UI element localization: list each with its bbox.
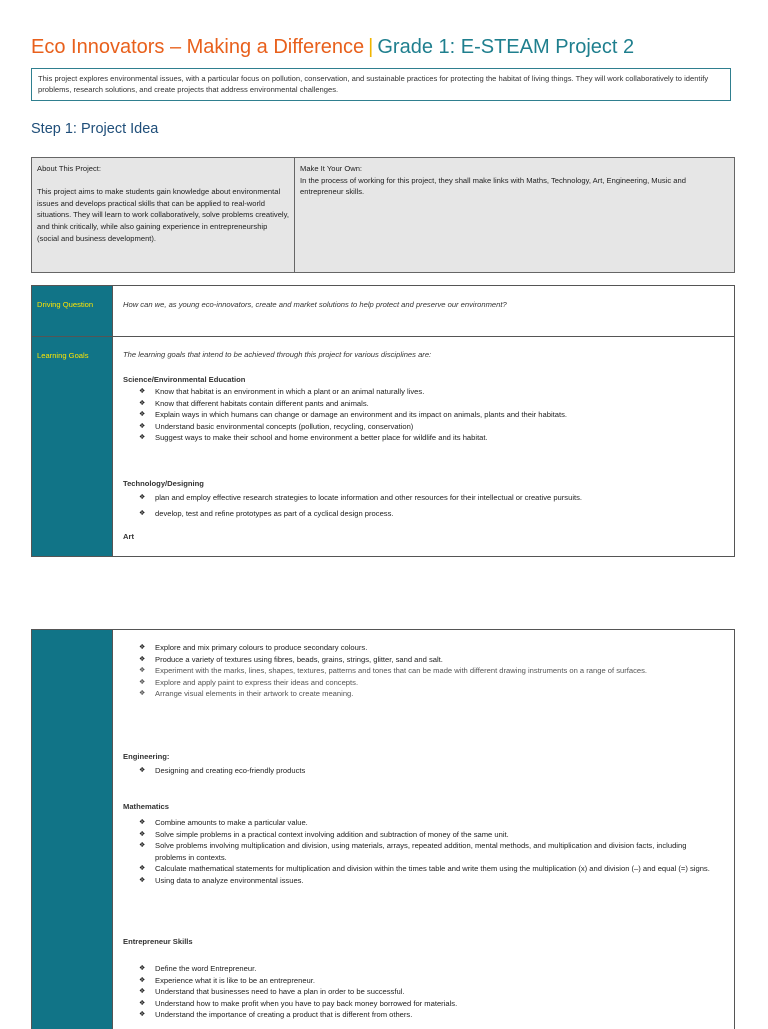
table-side-column — [32, 286, 112, 556]
entrepreneur-title: Entrepreneur Skills — [123, 937, 193, 946]
art-title: Art — [123, 532, 134, 541]
step-heading: Step 1: Project Idea — [31, 121, 159, 137]
list-item: ❖ Define the word Entrepreneur. — [139, 963, 726, 975]
learning-goals-label: Learning Goals — [37, 351, 89, 360]
title-separator: | — [368, 36, 374, 58]
goals-table-continued — [31, 629, 735, 1029]
list-item: ❖ Explore and mix primary colours to produce secondary colours. — [139, 642, 718, 654]
list-item: ❖ plan and employ effective research strategies to locate information and other resources for their intellectual or creative pursuits. — [139, 492, 726, 504]
engineering-list — [123, 765, 726, 777]
title-main: Eco Innovators – Making a Difference — [31, 36, 365, 58]
list-item: ❖ Arrange visual elements in their artwork to create meaning. — [139, 688, 718, 700]
table-side-column — [32, 630, 112, 1029]
about-text: This project aims to make students gain knowledge about environmental issues and develops practical skills that can be applied to real-world situations. They will learn to work collaboratively, solve problems creatively, and think critically, while also gaining experience in entrepreneurship (social and business development). — [37, 187, 289, 243]
table-content — [112, 286, 734, 556]
title-grade: Grade 1: E-STEAM Project 2 — [377, 36, 635, 58]
make-it-own-column — [295, 158, 734, 272]
list-item: ❖ Understand the importance of creating a product that is different from others. — [139, 1009, 726, 1021]
list-item: ❖ Explore and apply paint to express their ideas and concepts. — [139, 677, 718, 689]
list-item: ❖ Understand basic environmental concepts (pollution, recycling, conservation) — [139, 421, 726, 433]
goals-intro: The learning goals that intend to be achieved through this project for various disciplines are: — [123, 350, 432, 359]
list-item: ❖ develop, test and refine prototypes as part of a cyclical design process. — [139, 508, 726, 520]
list-item: ❖ Solve simple problems in a practical context involving addition and subtraction of money of the same unit. — [139, 829, 718, 841]
list-item: ❖ Designing and creating eco-friendly products — [139, 765, 726, 777]
list-item: ❖ Experiment with the marks, lines, shapes, textures, patterns and tones that can be made with different drawing instruments on a range of surfaces. — [139, 665, 718, 677]
list-item: ❖ Calculate mathematical statements for multiplication and division within the times table and write them using the multiplication (x) and division (–) and equal (=) signs. — [139, 863, 718, 875]
list-item: ❖ Understand how to make profit when you have to pay back money borrowed for materials. — [139, 998, 726, 1010]
make-it-own-text: In the process of working for this project, they shall make links with Maths, Technology, Art, Engineering, Music and entrepreneur skills. — [300, 175, 686, 197]
driving-question-label: Driving Question — [37, 300, 94, 309]
about-heading: About This Project: — [37, 164, 102, 173]
list-item: ❖ Suggest ways to make their school and home environment a better place for wildlife and its habitat. — [139, 432, 726, 444]
intro-box: This project explores environmental issues, with a particular focus on pollution, conservation, and sustainable practices for protecting the habitat of living things. They will work collaboratively to identify problems, research solutions, and create projects that address environmental challenges. — [31, 68, 731, 101]
list-item: ❖ Know that habitat is an environment in which a plant or an animal naturally lives. — [139, 386, 726, 398]
technology-title: Technology/Designing — [123, 479, 204, 488]
make-it-own-heading: Make It Your Own: — [300, 164, 363, 173]
list-item: ❖ Experience what it is like to be an entrepreneur. — [139, 975, 726, 987]
science-title: Science/Environmental Education — [123, 375, 246, 384]
list-item: ❖ Understand that businesses need to have a plan in order to be successful. — [139, 986, 726, 998]
list-item: ❖ Explain ways in which humans can change or damage an environment and its impact on animals, plants and their habitats. — [139, 409, 726, 421]
list-item: ❖ Know that different habitats contain different pants and animals. — [139, 398, 726, 410]
technology-list — [123, 492, 726, 519]
table-content — [112, 630, 734, 1029]
about-table — [31, 157, 735, 273]
page-title — [31, 36, 634, 59]
engineering-title: Engineering: — [123, 752, 170, 761]
about-column — [32, 158, 295, 272]
goals-table — [31, 285, 735, 557]
driving-question-text: How can we, as young eco-innovators, create and market solutions to help protect and preserve our environment? — [123, 300, 507, 309]
mathematics-title: Mathematics — [123, 802, 170, 811]
entrepreneur-list — [123, 963, 726, 1021]
list-item: ❖ Solve problems involving multiplication and division, using materials, arrays, repeated addition, mental methods, and multiplication and division facts, including problems in contexts. — [139, 840, 718, 863]
list-item: ❖ Produce a variety of textures using fibres, beads, grains, strings, glitter, sand and salt. — [139, 654, 718, 666]
list-item: ❖ Using data to analyze environmental issues. — [139, 875, 718, 887]
list-item: ❖ Combine amounts to make a particular value. — [139, 817, 718, 829]
art-list — [123, 642, 718, 700]
mathematics-list — [123, 817, 718, 886]
science-list — [123, 386, 726, 444]
